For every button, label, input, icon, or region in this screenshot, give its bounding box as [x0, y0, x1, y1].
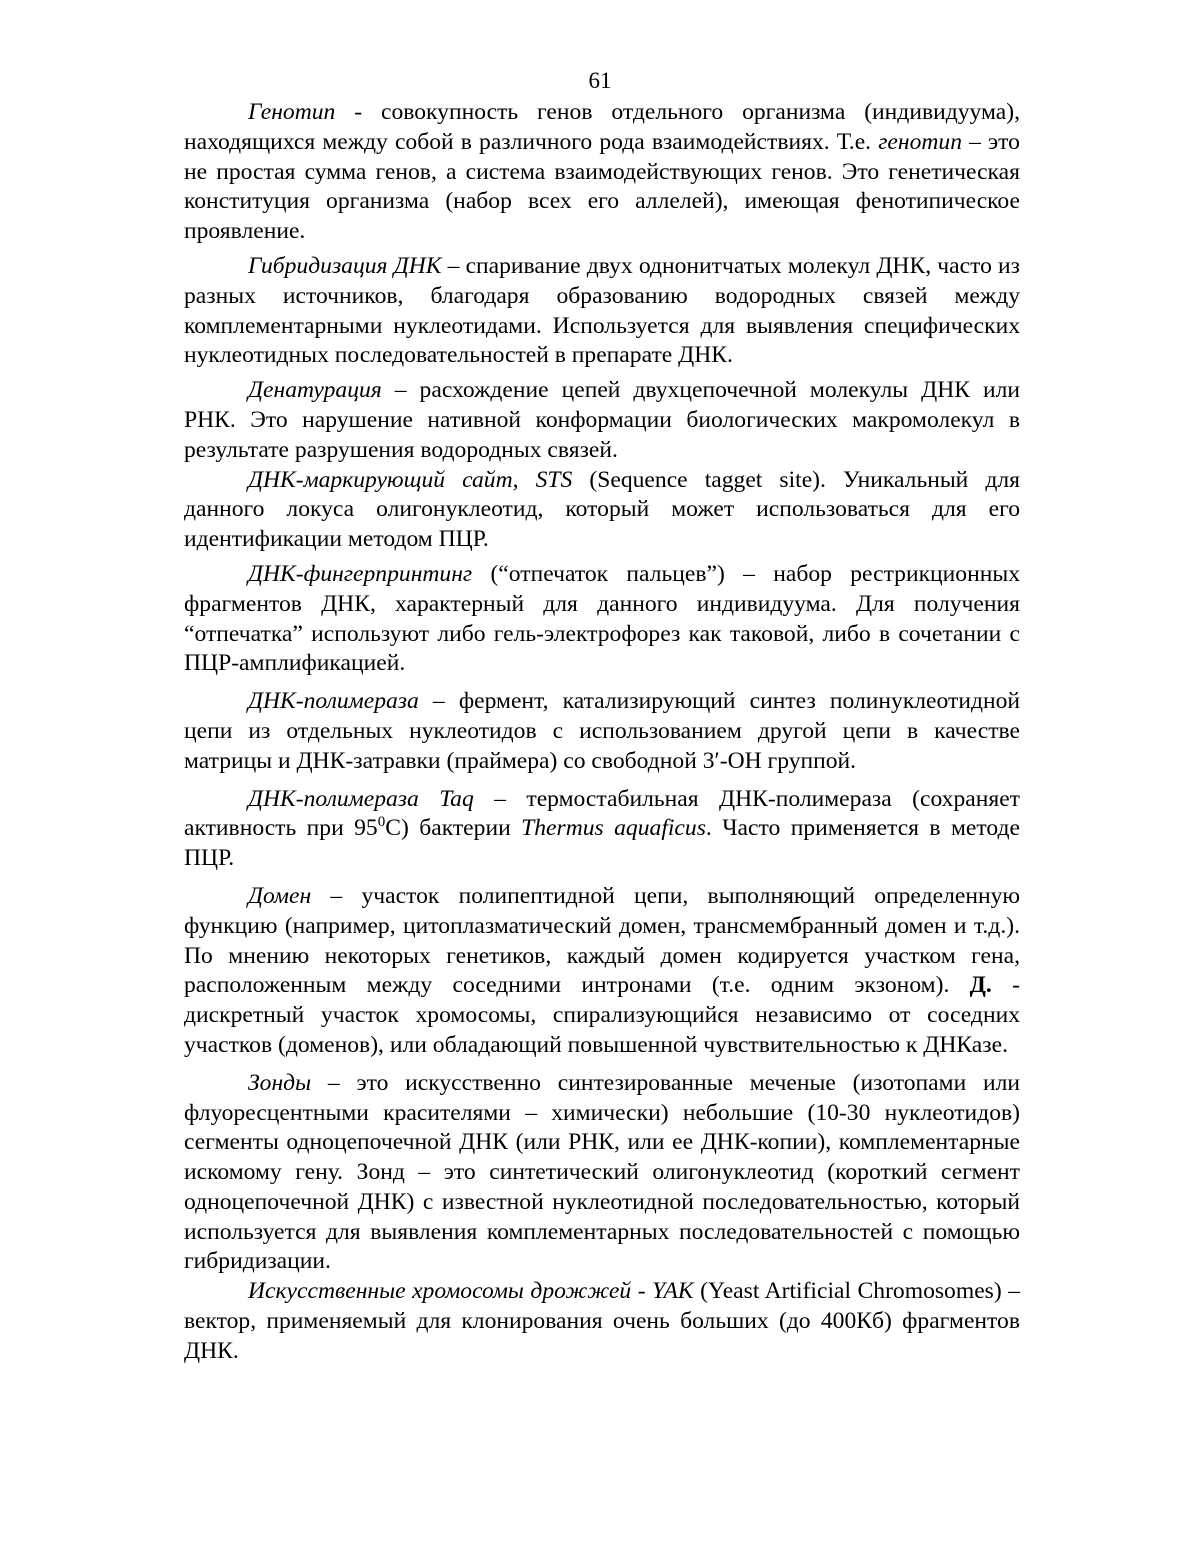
entry-separator: , — [512, 466, 536, 493]
entry-text: – это искусственно синтезированные меченые (изотопами или флуоресцентными красителями – химически) небольшие (10-30 нуклеотидов) сегменты одноцепочечной ДНК (или РНК, или ее ДНК-копии), комплементарные искомому гену. Зонд – это синтетический олигонуклеотид (короткий сегмент одноцепочечной ДНК) с известной нуклеотидной последовательностью, который используется для выявления комплементарных последовательностей с помощью гибридизации. — [184, 1069, 1020, 1275]
glossary-entry-genotype — [184, 98, 1020, 247]
entry-term: Генотип — [248, 99, 336, 125]
degree-superscript: 0 — [377, 814, 386, 831]
entry-term: Домен — [248, 882, 312, 909]
entry-text: . Часто применяется в методе ПЦР. — [184, 815, 1020, 872]
entry-term: Денатурация — [248, 377, 382, 404]
entry-term: Искусственные хромосомы дрожжей — [248, 1278, 632, 1305]
entry-text: (Sequence tagget site). Уникальный для данного локуса олигонуклеотид, который может использоваться для его идентификации методом ПЦР. — [184, 466, 1021, 553]
glossary-entry-yeast-artificial-chromosomes — [184, 1277, 1020, 1366]
glossary-entry-dna-polymerase — [184, 687, 1020, 776]
entry-separator: - — [631, 1278, 653, 1305]
species-name: Thermus aquaficus — [521, 815, 706, 842]
entry-term: ДНК-полимераза — [248, 688, 419, 715]
glossary-entry-taq-polymerase — [184, 785, 1020, 874]
entry-term: ДНК-полимераза Taq — [248, 785, 474, 812]
glossary-entry-dna-fingerprinting — [184, 560, 1020, 679]
glossary-entry-probes — [184, 1069, 1020, 1278]
glossary-entry-dna-hybridization — [184, 252, 1020, 371]
entry-term-abbr: STS — [535, 466, 573, 493]
page-number: 61 — [588, 68, 612, 93]
entry-term: Зонды — [248, 1069, 312, 1096]
entry-text: – спаривание двух однонитчатых молекул ДНК, часто из разных источников, благодаря образованию водородных связей между комплементарными нуклеотидами. Используется для выявления специфических нуклеотидных последовательностей в препарате ДНК. — [184, 252, 1020, 369]
entry-term: Гибридизация ДНК — [248, 252, 442, 279]
entry-text: (“отпечаток пальцев”) – набор рестрикционных фрагментов ДНК, характерный для данного индивидуума. Для получения “отпечатка” используют либо гель-электрофорез как таковой, либо в сочетании с ПЦР-амплификацией. — [184, 560, 1020, 677]
entry-text: – это не простая сумма генов, а система взаимодействующих генов. Это генетическая конституция организма (набор всех его аллелей), имеющая фенотипическое проявление. — [184, 128, 1020, 245]
entry-text: – участок полипептидной цепи, выполняющий определенную функцию (например, цитоплазматический домен, трансмембранный домен и т.д.). По мнению некоторых генетиков, каждый домен кодируется участком гена, расположенным между соседними интронами (т.е. одним экзоном). — [184, 882, 1020, 999]
glossary-entry-denaturation — [184, 376, 1020, 465]
entry-text: - совокупность генов отдельного организма (индивидуума), находящихся между собой в различного рода взаимодействиях. Т.е. — [184, 99, 1020, 155]
entry-text: - дискретный участок хромосомы, спирализующийся независимо от соседних участков (доменов), или обладающий повышенной чувствительностью к ДНКазе. — [184, 972, 1020, 1058]
entry-text: – термостабильная ДНК-полимераза (сохраняет активность при 95 — [184, 785, 1020, 842]
entry-term: ДНК-фингерпринтинг — [248, 560, 473, 587]
glossary-entry-sts — [184, 466, 1020, 555]
entry-text: – фермент, катализирующий синтез полинуклеотидной цепи из отдельных нуклеотидов с использованием другой цепи в качестве матрицы и ДНК-затравки (праймера) со свободной 3′-ОН группой. — [184, 688, 1020, 774]
entry-term: ДНК-маркирующий сайт — [248, 466, 513, 493]
entry-text: (Yeast Artificial Chromosomes) – вектор, применяемый для клонирования очень больших (до 400Кб) фрагментов ДНК. — [184, 1278, 1020, 1364]
entry-term-abbr: YAK — [652, 1278, 694, 1305]
entry-term-inline: генотип — [878, 128, 963, 155]
entry-text: – расхождение цепей двухцепочечной молекулы ДНК или РНК. Это нарушение нативной конформации биологических макромолекул в результате разрушения водородных связей. — [184, 377, 1020, 463]
glossary-entry-domain — [184, 882, 1020, 1061]
glossary-body — [184, 98, 1020, 1367]
entry-text: С) бактерии — [385, 815, 522, 842]
entry-abbreviation: Д. — [969, 972, 992, 999]
